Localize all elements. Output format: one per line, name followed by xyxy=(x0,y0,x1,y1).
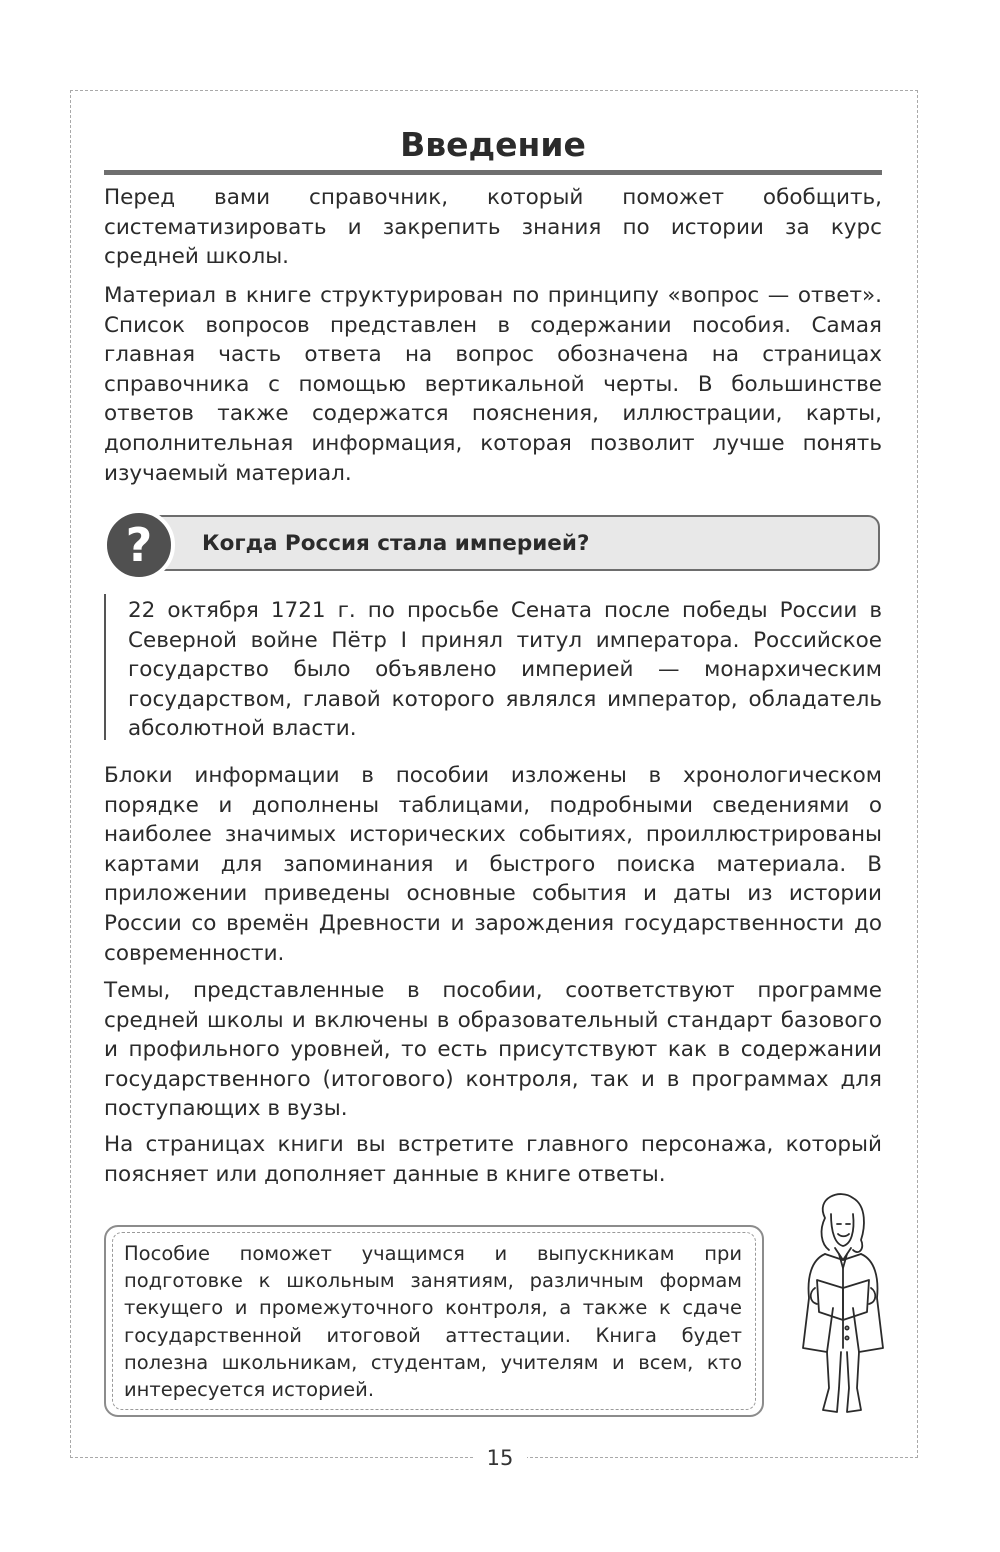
title-underline xyxy=(104,170,882,175)
answer-text: 22 октября 1721 г. по просьбе Сената после победы России в Северной войне Пётр I принял титул императора. Российское государство было объявлено империей — монархическим государством, главой которого являлся император, обладатель абсолютной власти. xyxy=(128,598,882,742)
body-paragraph-1: Блоки информации в пособии изложены в хронологическом порядке и дополнены таблицами, подробными сведениями о наиболее значимых исторических событиях, проиллюстрированы картами для запоминания и быстрого поиска материала. В приложении приведены основные события и даты из истории России со времён Древности и зарождения государственности до современности. xyxy=(104,763,882,966)
question-mark-icon: ? xyxy=(103,509,175,581)
note-text: Пособие поможет учащимся и выпускникам при подготовке к школьным занятиям, различным формам текущего и промежуточного контроля, а также к сдаче государственной итоговой аттестации. Книга будет полезна школьникам, студентам, учителям и всем, кто интересуется историей. xyxy=(124,1242,742,1402)
intro-paragraph-1: Перед вами справочник, который поможет обобщить, систематизировать и закрепить знания по истории за курс средней школы. xyxy=(104,185,882,270)
body-paragraph-3: На страницах книги вы встретите главного персонажа, который поясняет или дополняет данные в книге ответы. xyxy=(104,1132,882,1187)
intro-paragraph-2: Материал в книге структурирован по принципу «вопрос — ответ». Список вопросов представлен в содержании пособия. Самая главная часть ответа на вопрос обозначена на страницах справочника с помощью вертикальной черты. В большинстве ответов также содержатся пояснения, иллюстрации, карты, дополнительная информация, которая позволит лучше понять изучаемый материал. xyxy=(104,283,882,486)
question-text: Когда Россия стала империей? xyxy=(202,531,590,556)
body-paragraph-2: Темы, представленные в пособии, соответствуют программе средней школы и включены в образовательный стандарт базового и профильного уровней, то есть присутствуют как в содержании государственного (итогового) контроля, так и в программах для поступающих в вузы. xyxy=(104,978,882,1122)
peter-the-great-illustration xyxy=(785,1188,900,1423)
page-title: Введение xyxy=(400,125,586,164)
answer-vertical-rule xyxy=(104,594,106,740)
page-number: 15 xyxy=(0,1446,1000,1470)
